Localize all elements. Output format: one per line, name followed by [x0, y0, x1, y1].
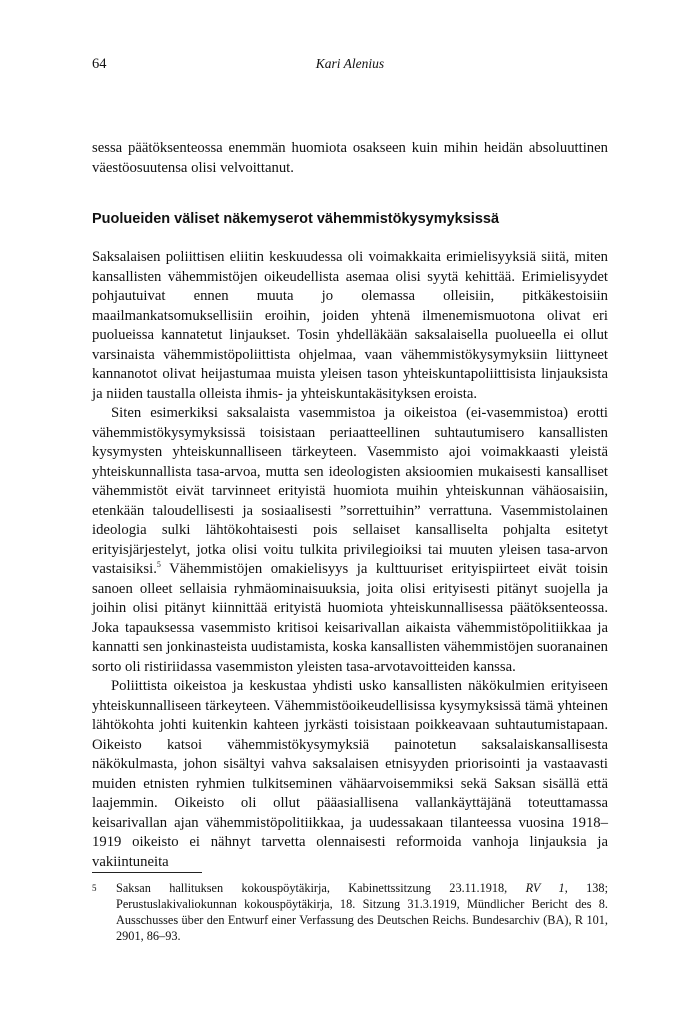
paragraph-2-part-a: Siten esimerkiksi saksalaista vasemmistoa ja oikeistoa (ei-vasemmistoa) erotti vähemmistökysymyksissä toisistaan periaatteellinen suhtautumisero kansallisten kysymysten yhteiskunnalliseen tärkeyteen. Vasemmisto ajoi voimakkaasti yleistä yhteiskunnallista tasa-arvoa, mutta sen ideologisten aksioomien mukaisesti kansalliset vähemmistöt eivät tarvinneet erityistä huomiota muihin yhteiskunnan vähäosaisiin, etenkään taloudellisesti ja sosiaalisesti ”sorrettuihin” verrattuna. Vasemmistolainen ideologia sulki lähtökohtaisesti pois sellaiset kansalliselta pohjalta esitetyt erityisjärjestelyt, jotka olisi voitu tulkita privilegioiksi tai muuten yleisen tasa-arvon vastaisiksi.	[92, 405, 608, 577]
footnote	[92, 880, 608, 944]
footnote-text-italic: RV 1	[525, 881, 565, 895]
page-header	[92, 56, 608, 76]
footnote-text	[116, 880, 608, 944]
footnote-divider	[92, 872, 202, 873]
paragraph-2	[92, 404, 608, 677]
paragraph-1: Saksalaisen poliittisen eliitin keskuudessa oli voimakkaita erimielisyyksiä siitä, miten kansallisten vähemmistöjen oikeudellista asemaa olisi syytä kehittää. Erimielisyydet pohjautuivat ennen muuta jo olemassa olleisiin, pitkäkestoisiin maailmankatsomuksellisiin eroihin, joiden yhtenä ilmenemismuotona olivat eri puolueissa kannatetut linjaukset. Tosin yhdelläkään saksalaisella puolueella ei ollut varsinaista vähemmistöpoliittista ohjelmaa, vaan vähemmistökysymyksiin liittyneet kannanotot olivat heijastumaa muista yleisen tason yhteiskuntapoliittisista linjauksista ja niiden taustalla olleista ihmis- ja yhteiskuntakäsityksen eroista.	[92, 249, 608, 402]
intro-paragraph	[92, 139, 608, 178]
running-head: Kari Alenius	[315, 56, 385, 71]
page-number: 64	[92, 56, 107, 72]
main-text	[92, 248, 608, 872]
footnote-number: 5	[92, 883, 97, 893]
paragraph-2-part-b: Vähemmistöjen omakielisyys ja kulttuuriset erityispiirteet eivät toisin sanoen olleet sellaisia ryhmäominaisuuksia, joita olisi erityisesti pitänyt suojella ja joihin olisi pitänyt kiinnittää erityistä huomiota yhteiskunnallisessa päätöksenteossa. Joka tapauksessa vasemmisto kritisoi keisarivallan aikaista vähemmistöpolitiikkaa ja kannatti sen jonkinasteista uudistamista, koska kansallisten vähemmistöjen suoranainen sorto oli ristiriidassa vasemmiston yleisten tasa-arvotavoitteiden kanssa.	[92, 561, 608, 675]
paragraph-3: Poliittista oikeistoa ja keskustaa yhdisti usko kansallisten näkökulmien erityiseen yhteiskunnalliseen tärkeyteen. Vähemmistöoikeudellisissa kysymyksissä tämä yhteinen lähtökohta johti kuitenkin kahteen jyrkästi toisistaan poikkeavaan suhtautumistapaan. Oikeisto katsoi vähemmistökysymyksiä painotetun saksalaiskansallisesta näkökulmasta, johon sisältyi vahva saksalaisen etnisyyden priorisointi ja vastaavasti muiden etnisten ryhmien tulkitseminen vähäarvoisemmiksi sekä Saksan sisällä että laajemmin. Oikeisto oli ollut pääasiallisena vallankäyttäjänä toteuttamassa keisarivallan ajan vähemmistöpolitiikkaa, ja uudessakaan tilanteessa vuosina 1918–1919 oikeisto ei nähnyt tarvetta olennaisesti reformoida vanhoja linjauksia ja vakiintuneita	[92, 678, 608, 870]
footnote-text-b: , 138; Perustuslakivaliokunnan kokouspöytäkirja, 18. Sitzung 31.3.1919, Mündlicher Bericht des 8. Ausschusses über den Entwurf einer Verfassung des Deutschen Reichs. Bundesarchiv (BA), R 101, 2901, 86–93.	[116, 881, 608, 943]
section-heading: Puolueiden väliset näkemyserot vähemmistökysymyksissä	[92, 211, 500, 227]
intro-text: sessa päätöksenteossa enemmän huomiota osakseen kuin mihin heidän absoluuttinen väestöosuutensa olisi velvoittanut.	[92, 140, 608, 176]
footnote-reference[interactable]: 5	[156, 560, 161, 570]
footnote-text-a: Saksan hallituksen kokouspöytäkirja, Kabinettssitzung 23.11.1918,	[116, 881, 526, 895]
